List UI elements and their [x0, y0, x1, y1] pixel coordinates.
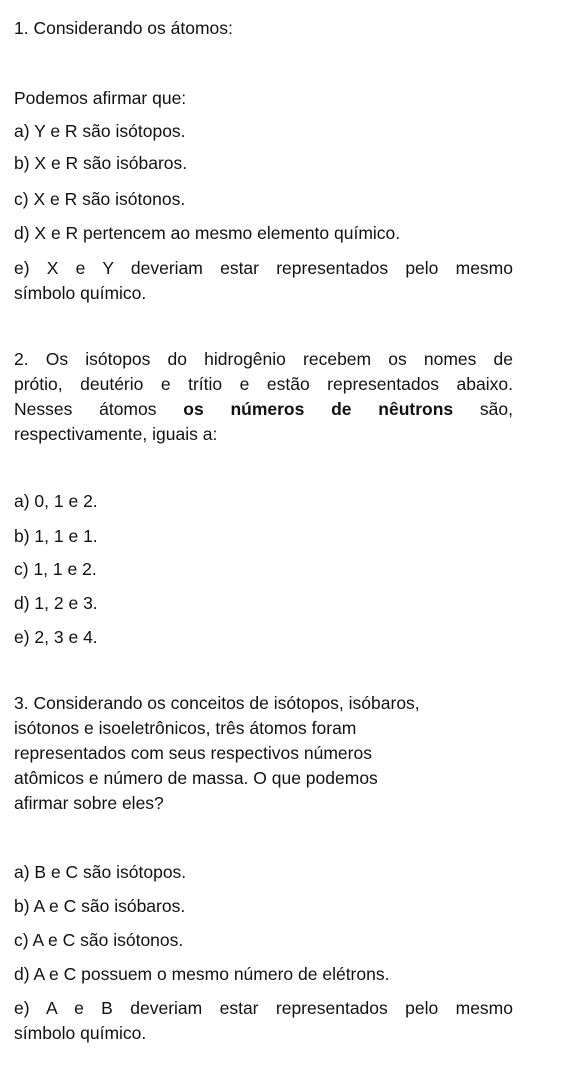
q2-option-d: d) 1, 2 e 3. [14, 593, 98, 613]
q1-title: 1. Considerando os átomos: [14, 18, 233, 38]
q1-option-c: c) X e R são isótonos. [14, 189, 186, 209]
q3-line-1: 3. Considerando os conceitos de isótopos, isóbaros, [14, 693, 420, 713]
q3-line-4: atômicos e número de massa. O que podemos [14, 768, 378, 788]
q2-option-c: c) 1, 1 e 2. [14, 559, 97, 579]
q1-option-e: e) X e Y deveriam estar representados pelo mesmo [14, 258, 513, 278]
q3-line-2: isótonos e isoeletrônicos, três átomos foram [14, 718, 357, 738]
q3-option-b: b) A e C são isóbaros. [14, 896, 186, 916]
q2-line-4: respectivamente, iguais a: [14, 424, 218, 444]
q3-line-5: afirmar sobre eles? [14, 793, 164, 813]
q3-option-c: c) A e C são isótonos. [14, 930, 184, 950]
q3-option-e-cont: símbolo químico. [14, 1023, 147, 1043]
q2-line-1: 2. Os isótopos do hidrogênio recebem os nomes de [14, 349, 513, 369]
q2-line-3-post: são, [479, 399, 513, 419]
q3-option-d: d) A e C possuem o mesmo número de elétrons. [14, 964, 390, 984]
q2-option-e: e) 2, 3 e 4. [14, 627, 98, 647]
q2-option-a: a) 0, 1 e 2. [14, 491, 98, 511]
q3-line-3: representados com seus respectivos números [14, 743, 372, 763]
q1-prompt: Podemos afirmar que: [14, 88, 187, 108]
q2-line-3-bold: os números de nêutrons [183, 399, 454, 419]
q1-option-e-cont: símbolo químico. [14, 283, 147, 303]
q1-option-d: d) X e R pertencem ao mesmo elemento químico. [14, 223, 401, 243]
q2-option-b: b) 1, 1 e 1. [14, 526, 98, 546]
q2-line-3 [14, 399, 513, 419]
q1-option-a: a) Y e R são isótopos. [14, 121, 186, 141]
q3-option-a: a) B e C são isótopos. [14, 862, 187, 882]
q3-option-e: e) A e B deveriam estar representados pelo mesmo [14, 998, 513, 1018]
q2-line-3-pre: Nesses átomos [14, 399, 157, 419]
q2-line-2: prótio, deutério e trítio e estão representados abaixo. [14, 374, 513, 394]
q1-option-b: b) X e R são isóbaros. [14, 153, 188, 173]
